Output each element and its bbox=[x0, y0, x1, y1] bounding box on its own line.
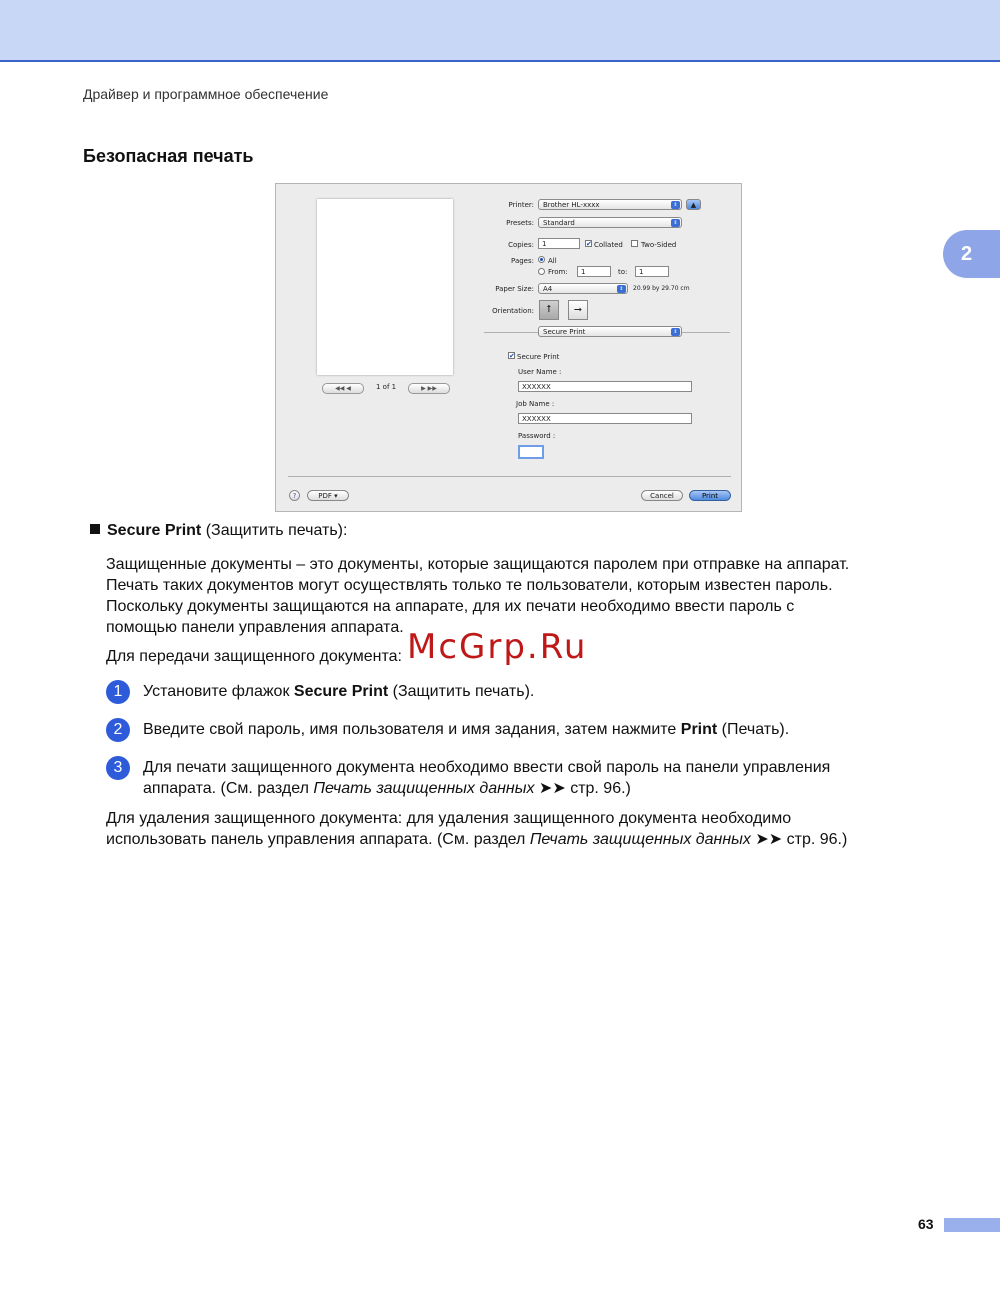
section-title: Безопасная печать bbox=[83, 146, 254, 166]
printer-label: Printer: bbox=[508, 201, 534, 209]
pages-from-radio[interactable] bbox=[538, 268, 545, 275]
paragraph-line: помощью панели управления аппарата. bbox=[106, 619, 404, 636]
updown-icon: ⇕ bbox=[671, 201, 680, 209]
paragraph-line: Защищенные документы – это документы, которые защищаются паролем при отправке на аппарат. bbox=[106, 556, 850, 573]
print-dialog bbox=[275, 183, 742, 512]
paragraph-line: использовать панель управления аппарата. (См. раздел Печать защищенных данных ➤➤ стр. 96.) bbox=[106, 831, 848, 848]
paragraph-2: Для передачи защищенного документа: bbox=[106, 648, 402, 665]
running-head: Драйвер и программное обеспечение bbox=[83, 86, 329, 102]
pages-all-label: All bbox=[548, 257, 557, 265]
separator-right bbox=[682, 332, 730, 333]
chapter-number: 2 bbox=[961, 242, 973, 265]
panel-select-value: Secure Print bbox=[543, 328, 586, 336]
page-number-bar bbox=[944, 1218, 1000, 1232]
paper-size-select[interactable] bbox=[538, 283, 628, 294]
printer-select-value: Brother HL-xxxx bbox=[543, 201, 600, 209]
from-field[interactable]: 1 bbox=[577, 266, 611, 277]
pdf-button[interactable]: PDF ▾ bbox=[307, 490, 349, 501]
bullet-square-icon bbox=[90, 524, 100, 534]
updown-icon: ⇕ bbox=[671, 219, 680, 227]
collated-checkbox[interactable]: ✔ bbox=[586, 240, 592, 248]
secure-print-label: Secure Print bbox=[517, 353, 560, 361]
password-label: Password : bbox=[518, 432, 556, 440]
job-name-label: Job Name : bbox=[516, 400, 555, 408]
pager-prev-button[interactable]: ◀◀ ◀ bbox=[322, 383, 364, 394]
updown-icon: ⇕ bbox=[617, 285, 626, 293]
copies-label: Copies: bbox=[508, 241, 534, 249]
step-2 bbox=[106, 718, 936, 744]
step-text: Введите свой пароль, имя пользователя и имя задания, затем нажмите Print (Печать). bbox=[143, 721, 790, 738]
user-name-label: User Name : bbox=[518, 368, 562, 376]
step-number-badge: 1 bbox=[106, 680, 130, 704]
watermark: McGrp.Ru bbox=[407, 627, 588, 667]
step-text: Установите флажок Secure Print (Защитить печать). bbox=[143, 683, 535, 700]
pages-all-radio[interactable] bbox=[538, 256, 545, 263]
final-paragraph bbox=[106, 808, 966, 850]
paragraph-line: Поскольку документы защищаются на аппарате, для их печати необходимо ввести пароль с bbox=[106, 598, 795, 615]
presets-select[interactable] bbox=[538, 217, 682, 228]
pages-to-label: to: bbox=[618, 268, 628, 276]
orientation-label: Orientation: bbox=[492, 307, 534, 315]
job-name-field[interactable]: XXXXXX bbox=[518, 413, 692, 424]
updown-icon: ⇕ bbox=[671, 328, 680, 336]
panel-select[interactable] bbox=[538, 326, 682, 337]
user-name-field[interactable]: XXXXXX bbox=[518, 381, 692, 392]
pager-text: 1 of 1 bbox=[376, 383, 397, 391]
bullet-bold: Secure Print bbox=[107, 522, 202, 539]
step-1 bbox=[106, 680, 936, 706]
password-field[interactable] bbox=[518, 445, 544, 459]
landscape-orientation-button[interactable]: ⭢ bbox=[568, 300, 588, 320]
presets-label: Presets: bbox=[506, 219, 534, 227]
paragraph-line: Печать таких документов могут осуществлять только те пользователи, которым известен пароль. bbox=[106, 577, 833, 594]
paper-size-dims: 20.99 by 29.70 cm bbox=[633, 285, 690, 292]
page-number: 63 bbox=[918, 1216, 934, 1232]
copies-field[interactable]: 1 bbox=[538, 238, 580, 249]
portrait-orientation-button[interactable]: ⭡ bbox=[539, 300, 559, 320]
pages-from-label: From: bbox=[548, 268, 568, 276]
footer-separator bbox=[288, 476, 731, 477]
step-number-badge: 3 bbox=[106, 756, 130, 780]
disclosure-button[interactable]: ▲ bbox=[686, 199, 701, 210]
paragraph-line: Для удаления защищенного документа: для удаления защищенного документа необходимо bbox=[106, 810, 792, 827]
separator-left bbox=[484, 332, 538, 333]
step-text: Для печати защищенного документа необходимо ввести свой пароль на панели управления аппарата. (См. раздел Печать защищенных данных ➤➤ стр. 96.) bbox=[143, 759, 831, 797]
secure-print-checkbox[interactable]: ✔ bbox=[509, 352, 515, 360]
header-band bbox=[0, 0, 1000, 62]
chapter-tab bbox=[943, 230, 1000, 278]
printer-select[interactable] bbox=[538, 199, 682, 210]
step-3 bbox=[106, 756, 936, 802]
step-number-badge: 2 bbox=[106, 718, 130, 742]
collated-label: Collated bbox=[594, 241, 623, 249]
bullet-heading bbox=[90, 522, 347, 540]
help-button[interactable]: ? bbox=[289, 490, 300, 501]
two-sided-label: Two-Sided bbox=[641, 241, 677, 249]
preview-page bbox=[317, 199, 453, 375]
to-field[interactable]: 1 bbox=[635, 266, 669, 277]
cancel-button[interactable]: Cancel bbox=[641, 490, 683, 501]
pager-next-button[interactable]: ▶ ▶▶ bbox=[408, 383, 450, 394]
bullet-rest: (Защитить печать): bbox=[201, 522, 348, 539]
pages-label: Pages: bbox=[511, 257, 534, 265]
two-sided-checkbox[interactable] bbox=[631, 240, 638, 247]
presets-select-value: Standard bbox=[543, 219, 575, 227]
paragraph-1 bbox=[106, 554, 966, 638]
paper-size-value: A4 bbox=[543, 285, 553, 293]
paper-size-label: Paper Size: bbox=[495, 285, 534, 293]
print-button[interactable]: Print bbox=[689, 490, 731, 501]
